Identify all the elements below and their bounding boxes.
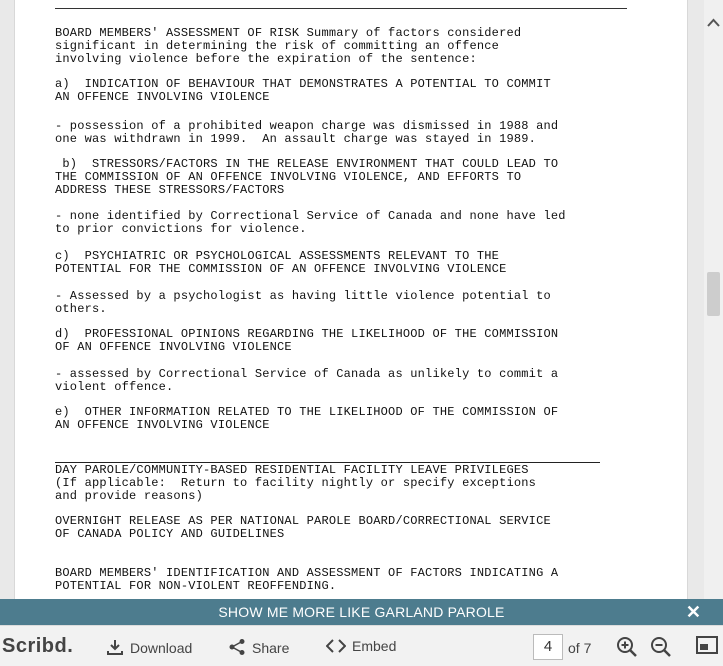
embed-button[interactable] (326, 638, 396, 657)
doc-line: one was withdrawn in 1999. An assault charge was stayed in 1989. (55, 132, 537, 146)
scroll-up-icon[interactable] (707, 18, 720, 28)
doc-line: OF AN OFFENCE INVOLVING VIOLENCE (55, 340, 292, 354)
doc-line: BOARD MEMBERS' ASSESSMENT OF RISK Summary of factors considered (55, 26, 522, 40)
banner-text[interactable]: SHOW ME MORE LIKE GARLAND PAROLE (218, 604, 505, 620)
doc-line: b) STRESSORS/FACTORS IN THE RELEASE ENVIRONMENT THAT COULD LEAD TO (55, 157, 559, 171)
doc-line: involving violence before the expiration of the sentence: (55, 52, 477, 66)
doc-line: d) PROFESSIONAL OPINIONS REGARDING THE LIKELIHOOD OF THE COMMISSION (55, 327, 559, 341)
document-page (14, 0, 688, 599)
doc-line: violent offence. (55, 380, 174, 394)
doc-line: - Assessed by a psychologist as having little violence potential to (55, 289, 551, 303)
share-icon (228, 638, 246, 659)
doc-line: - assessed by Correctional Service of Canada as unlikely to commit a (55, 367, 559, 381)
doc-line: e) OTHER INFORMATION RELATED TO THE LIKELIHOOD OF THE COMMISSION OF (55, 405, 559, 419)
doc-line: THE COMMISSION OF AN OFFENCE INVOLVING VIOLENCE, AND EFFORTS TO (55, 170, 522, 184)
page-total: of 7 (568, 640, 592, 656)
doc-line: and provide reasons) (55, 489, 204, 503)
doc-line: - possession of a prohibited weapon charge was dismissed in 1988 and (55, 119, 559, 133)
doc-line: POTENTIAL FOR NON-VIOLENT REOFFENDING. (55, 579, 337, 593)
zoom-in-icon[interactable] (616, 636, 638, 663)
doc-line: POTENTIAL FOR THE COMMISSION OF AN OFFENCE INVOLVING VIOLENCE (55, 262, 507, 276)
doc-line: c) PSYCHIATRIC OR PSYCHOLOGICAL ASSESSMENTS RELEVANT TO THE (55, 249, 500, 263)
download-icon (106, 638, 124, 659)
doc-line: a) INDICATION OF BEHAVIOUR THAT DEMONSTRATES A POTENTIAL TO COMMIT (55, 77, 551, 91)
doc-line: AN OFFENCE INVOLVING VIOLENCE (55, 90, 270, 104)
doc-line: OF CANADA POLICY AND GUIDELINES (55, 527, 285, 541)
close-icon[interactable]: ✕ (685, 602, 701, 622)
doc-line: - none identified by Correctional Service of Canada and none have led (55, 209, 566, 223)
scrollbar-thumb[interactable] (707, 272, 720, 316)
zoom-out-icon[interactable] (650, 636, 672, 663)
doc-line: DAY PAROLE/COMMUNITY-BASED RESIDENTIAL FACILITY LEAVE PRIVILEGES (55, 463, 529, 477)
page-number-input[interactable]: 4 (533, 634, 563, 660)
fullscreen-icon[interactable] (696, 636, 718, 654)
doc-line: significant in determining the risk of committing an offence (55, 39, 500, 53)
doc-line: (If applicable: Return to facility nightly or specify exceptions (55, 476, 537, 490)
doc-line: to prior convictions for violence. (55, 222, 307, 236)
embed-label: Embed (352, 638, 397, 654)
recommendation-banner[interactable] (0, 599, 723, 625)
doc-line: BOARD MEMBERS' IDENTIFICATION AND ASSESSMENT OF FACTORS INDICATING A (55, 566, 559, 580)
download-label: Download (130, 640, 193, 656)
embed-icon (326, 638, 346, 657)
top-rule (55, 8, 627, 9)
doc-line: OVERNIGHT RELEASE AS PER NATIONAL PAROLE BOARD/CORRECTIONAL SERVICE (55, 514, 551, 528)
doc-line: ADDRESS THESE STRESSORS/FACTORS (55, 183, 285, 197)
doc-line: others. (55, 302, 107, 316)
share-label: Share (252, 640, 290, 656)
bottom-toolbar (0, 625, 723, 666)
scribd-logo[interactable]: Scribd. (2, 635, 74, 657)
doc-line: AN OFFENCE INVOLVING VIOLENCE (55, 418, 270, 432)
vertical-scrollbar[interactable] (704, 0, 723, 599)
download-button[interactable] (106, 638, 192, 659)
share-button[interactable] (228, 638, 289, 659)
